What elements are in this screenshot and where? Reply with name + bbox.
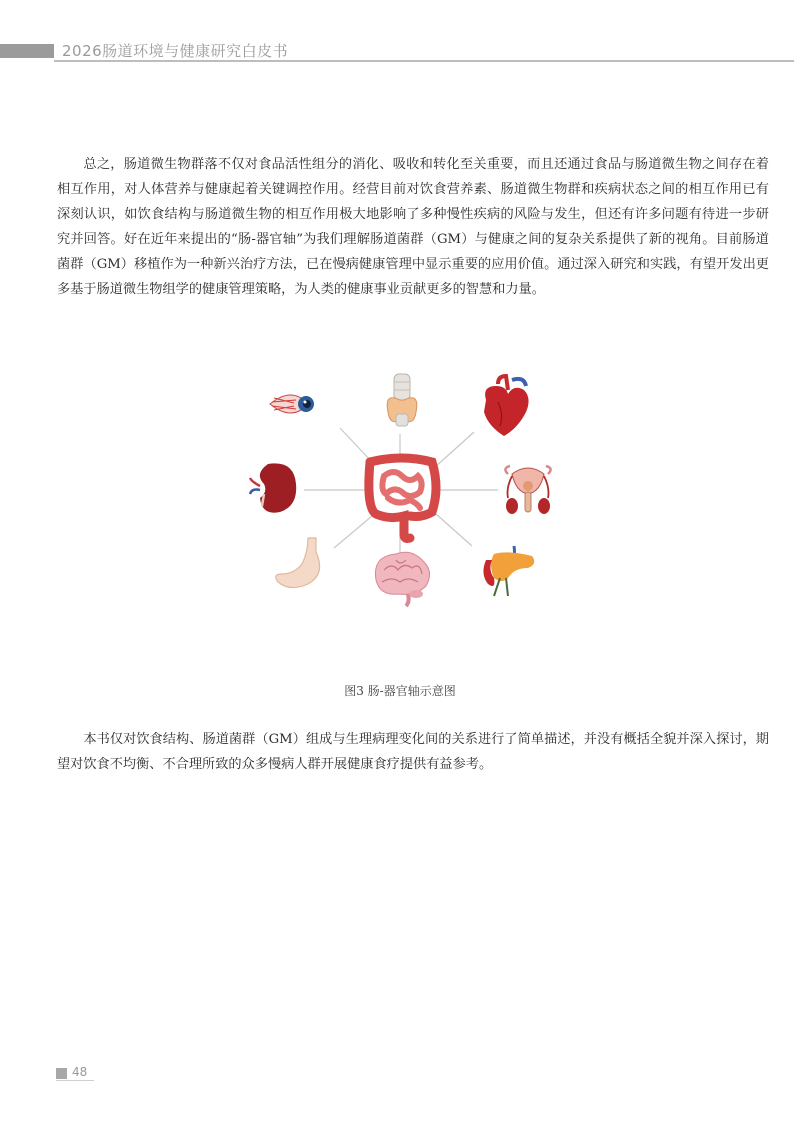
intestine-icon [369,458,436,539]
running-header-title: 2026肠道环境与健康研究白皮书 [62,42,289,60]
page-number: 48 [72,1065,88,1079]
footer-mark [56,1068,67,1079]
figure-caption: 图3 肠-器官轴示意图 [344,684,456,698]
paragraph-2: 本书仅对饮食结构、肠道菌群（GM）组成与生理病理变化间的关系进行了简单描述，并没有概括全貌并深入探讨，期望对饮食不均衡、不合理所致的众多慢病人群开展健康食疗提供有益参考。 [57,732,769,772]
stomach-icon [276,538,320,588]
reproductive-icon [505,466,550,514]
heart-icon [484,376,529,436]
footer-rule [56,1080,94,1081]
kidney-icon [250,463,296,512]
eye-icon [270,395,314,413]
thyroid-icon [387,374,417,426]
brain-icon [375,552,429,606]
header-bar [0,44,54,58]
pancreas-icon [483,546,534,596]
paragraph-1: 总之，肠道微生物群落不仅对食品活性组分的消化、吸收和转化至关重要，而且还通过食品与肠道微生物之间存在着相互作用，对人体营养与健康起着关键调控作用。经营目前对饮食营养素、肠道微生物群和疾病状态之间的相互作用已有深刻认识，如饮食结构与肠道微生物的相互作用极大地影响了多种慢性疾病的风险与发生，但还有许多问题有待进一步研究并回答。好在近年来提出的“肠-器官轴”为我们理解肠道菌群（GM）与健康之间的复杂关系提供了新的视角。目前肠道菌群（GM）移植作为一种新兴治疗方法，已在慢病健康管理中显示重要的应用价值。通过深入研究和实践，有望开发出更多基于肠道微生物组学的健康管理策略，为人类的健康事业贡献更多的智慧和力量。 [57,157,769,297]
header-rule [54,60,794,62]
gut-organ-axis-figure [232,370,572,610]
